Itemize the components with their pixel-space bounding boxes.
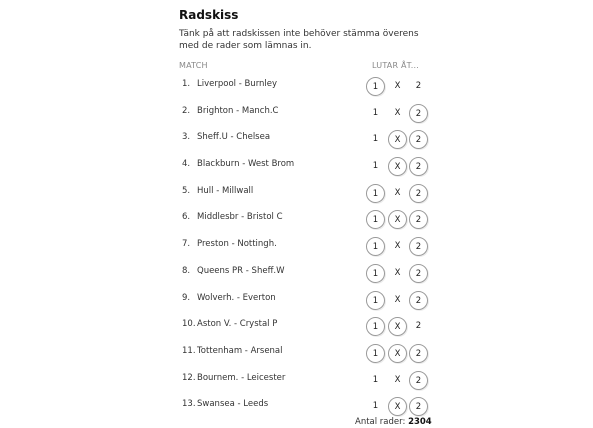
match-teams: Bournem. - Leicester <box>197 372 286 383</box>
pick-option-1[interactable]: 1 <box>372 107 379 118</box>
match-row <box>179 258 439 285</box>
pick-option-1[interactable]: 1 <box>372 401 379 412</box>
match-teams: Wolverh. - Everton <box>197 292 276 303</box>
pick-option-2-selected[interactable]: 2 <box>409 104 428 123</box>
pick-option-2[interactable]: 2 <box>415 321 422 332</box>
pick-option-x-selected[interactable]: X <box>388 397 407 416</box>
pick-option-1-selected[interactable]: 1 <box>366 184 385 203</box>
match-row <box>179 231 439 258</box>
match-row <box>179 71 439 98</box>
match-number: 6. <box>182 212 191 223</box>
pick-option-1-selected[interactable]: 1 <box>366 344 385 363</box>
match-teams: Hull - Millwall <box>197 185 254 196</box>
description-text: Tänk på att radskissen inte behöver stämma överens med de rader som lämnas in. <box>179 29 419 51</box>
match-teams: Queens PR - Sheff.W <box>197 265 285 276</box>
pick-option-2-selected[interactable]: 2 <box>409 371 428 390</box>
match-row <box>179 151 439 178</box>
pick-option-2-selected[interactable]: 2 <box>409 210 428 229</box>
match-teams: Blackburn - West Brom <box>197 159 295 170</box>
match-row <box>179 311 439 338</box>
pick-option-2-selected[interactable]: 2 <box>409 264 428 283</box>
pick-option-1-selected[interactable]: 1 <box>366 77 385 96</box>
match-teams: Middlesbr - Bristol C <box>197 212 283 223</box>
total-rows <box>355 417 432 427</box>
pick-option-1-selected[interactable]: 1 <box>366 291 385 310</box>
total-rows-value: 2304 <box>408 417 432 427</box>
match-number: 7. <box>182 239 191 250</box>
pick-option-x-selected[interactable]: X <box>388 210 407 229</box>
pick-option-1-selected[interactable]: 1 <box>366 237 385 256</box>
match-row <box>179 178 439 205</box>
match-teams: Tottenham - Arsenal <box>197 345 283 356</box>
radskiss-panel <box>179 0 439 428</box>
match-number: 9. <box>182 292 191 303</box>
pick-option-x[interactable]: X <box>394 107 401 118</box>
match-number: 8. <box>182 265 191 276</box>
match-number: 11. <box>182 345 196 356</box>
match-teams: Aston V. - Crystal P <box>197 319 278 330</box>
match-number: 2. <box>182 105 191 116</box>
match-number: 10. <box>182 319 196 330</box>
match-number: 12. <box>182 372 196 383</box>
match-row <box>179 365 439 392</box>
pick-option-2[interactable]: 2 <box>415 81 422 91</box>
column-header-lutar: LUTAR ÅT... <box>372 61 419 70</box>
match-number: 13. <box>182 399 196 410</box>
pick-option-1[interactable]: 1 <box>372 161 379 172</box>
pick-option-2-selected[interactable]: 2 <box>409 291 428 310</box>
pick-option-1-selected[interactable]: 1 <box>366 317 385 336</box>
page-title: Radskiss <box>179 8 239 22</box>
column-header-match: MATCH <box>179 61 208 70</box>
match-teams: Sheff.U - Chelsea <box>197 132 271 143</box>
pick-option-1[interactable]: 1 <box>372 134 379 145</box>
pick-option-x[interactable]: X <box>394 374 401 385</box>
pick-option-x[interactable]: X <box>394 267 401 278</box>
match-teams: Liverpool - Burnley <box>197 79 278 89</box>
pick-option-x-selected[interactable]: X <box>388 130 407 149</box>
pick-option-x-selected[interactable]: X <box>388 344 407 363</box>
match-teams: Brighton - Manch.C <box>197 105 279 116</box>
match-row <box>179 285 439 312</box>
pick-option-x[interactable]: X <box>394 187 401 198</box>
match-number: 3. <box>182 132 191 143</box>
pick-option-2-selected[interactable]: 2 <box>409 237 428 256</box>
total-rows-label: Antal rader: <box>355 417 406 427</box>
pick-option-2-selected[interactable]: 2 <box>409 130 428 149</box>
match-number: 5. <box>182 185 191 196</box>
match-list <box>179 71 439 418</box>
match-teams: Preston - Nottingh. <box>197 239 277 250</box>
pick-option-x-selected[interactable]: X <box>388 317 407 336</box>
pick-option-2-selected[interactable]: 2 <box>409 184 428 203</box>
match-row <box>179 338 439 365</box>
pick-option-1-selected[interactable]: 1 <box>366 210 385 229</box>
pick-option-x[interactable]: X <box>394 81 401 91</box>
match-row <box>179 391 439 418</box>
match-number: 4. <box>182 159 191 170</box>
pick-option-2-selected[interactable]: 2 <box>409 397 428 416</box>
pick-option-1-selected[interactable]: 1 <box>366 264 385 283</box>
pick-option-x[interactable]: X <box>394 294 401 305</box>
match-number: 1. <box>182 79 191 89</box>
pick-option-2-selected[interactable]: 2 <box>409 344 428 363</box>
pick-option-x-selected[interactable]: X <box>388 157 407 176</box>
match-row <box>179 204 439 231</box>
match-row <box>179 124 439 151</box>
pick-option-1[interactable]: 1 <box>372 374 379 385</box>
match-teams: Swansea - Leeds <box>197 399 269 410</box>
match-row <box>179 98 439 125</box>
pick-option-2-selected[interactable]: 2 <box>409 157 428 176</box>
pick-option-x[interactable]: X <box>394 241 401 252</box>
